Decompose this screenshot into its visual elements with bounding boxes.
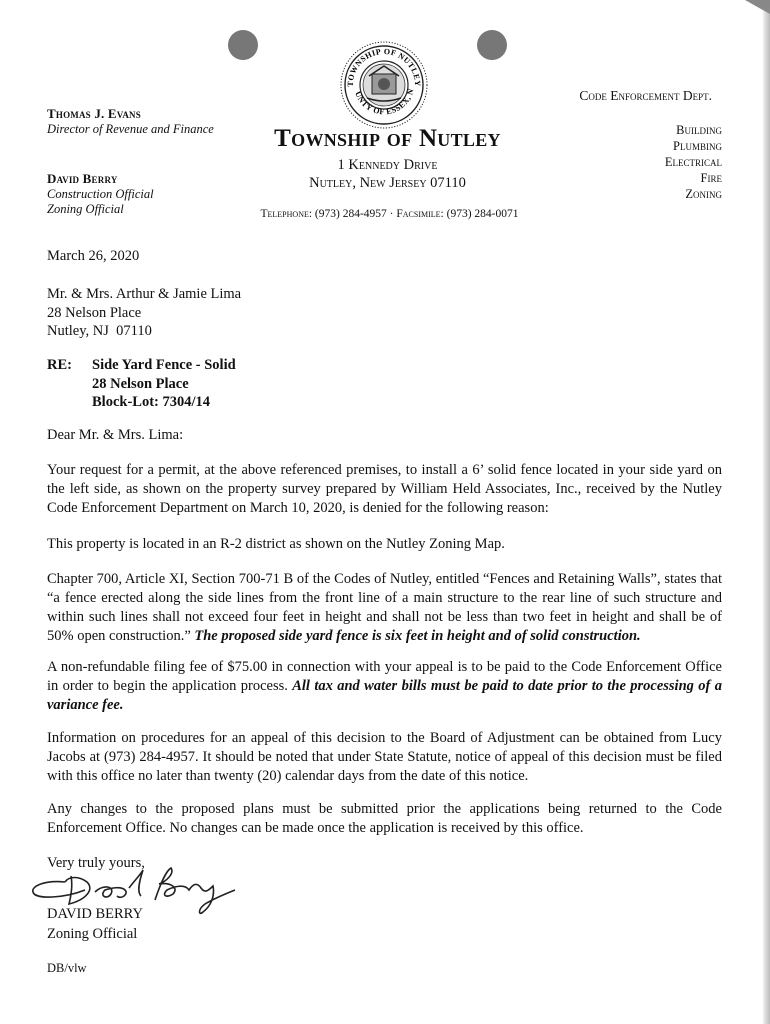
- re-line: 28 Nelson Place: [92, 375, 189, 392]
- closing: Very truly yours,: [47, 855, 145, 871]
- signer-title: Zoning Official: [47, 926, 138, 942]
- recipient-address: [47, 285, 241, 341]
- staff-role: Director of Revenue and Finance: [47, 122, 214, 136]
- paragraph-3: [47, 570, 722, 646]
- corner-fold: [745, 0, 770, 14]
- seal-top-text: TOWNSHIP OF NUTLEY: [345, 46, 423, 87]
- township-title: [250, 125, 525, 153]
- paragraph-4-emphasis: All tax and water bills must be paid to date prior to the processing of a variance fee.: [47, 678, 722, 713]
- division-plumbing: Plumbing: [673, 139, 722, 153]
- recipient-line: 28 Nelson Place: [47, 304, 142, 321]
- paragraph-5: Information on procedures for an appeal of this decision to the Board of Adjustment can be obtained from Lucy Jacobs at (973) 284-4957. It should be noted that under State Statute, notice of appeal of this decision must be filed with this office no later than twenty (20) calendar days from the date of this notice.: [47, 730, 722, 784]
- department-divisions: [560, 122, 722, 202]
- signer-name: DAVID BERRY: [47, 906, 144, 922]
- telephone-line: Telephone: (973) 284-4957 · Facsimile: (973) 284-0071: [260, 208, 519, 220]
- staff-berry: [47, 171, 154, 217]
- re-block: [47, 356, 236, 412]
- paragraph-4: [47, 658, 722, 715]
- division-building: Building: [676, 123, 722, 137]
- division-zoning: Zoning: [685, 187, 722, 201]
- punch-hole-right: [477, 30, 507, 60]
- staff-name: Thomas J. Evans: [47, 106, 141, 121]
- paragraph-3-emphasis: The proposed side yard fence is six feet in height and of solid construction.: [194, 628, 641, 644]
- staff-name: David Berry: [47, 171, 118, 186]
- paragraph-4-text: A non-refundable filing fee of $75.00 in connection with your appeal is to be paid to the Code Enforcement Office in order to begin the application process.: [47, 659, 722, 694]
- recipient-line: Nutley, NJ 07110: [47, 323, 152, 339]
- typist-initials: DB/vlw: [47, 961, 87, 975]
- division-fire: Fire: [700, 171, 722, 185]
- re-line: Side Yard Fence - Solid: [92, 357, 236, 373]
- township-seal: [339, 40, 429, 130]
- seal-bottom-text: UNTY OF ESSEX, N: [353, 87, 416, 117]
- address-line2: Nutley, New Jersey 07110: [309, 175, 466, 191]
- salutation: Dear Mr. & Mrs. Lima:: [47, 427, 184, 443]
- department-name: Code Enforcement Dept.: [579, 88, 712, 103]
- staff-role: Zoning Official: [47, 202, 124, 216]
- recipient-line: Mr. & Mrs. Arthur & Jamie Lima: [47, 286, 242, 302]
- punch-hole-left: [228, 30, 258, 60]
- staff-evans: [47, 106, 214, 137]
- page-title: Township of Nutley: [274, 125, 501, 152]
- paragraph-2: This property is located in an R-2 district as shown on the Nutley Zoning Map.: [47, 536, 505, 552]
- letter-date: March 26, 2020: [47, 248, 140, 264]
- paragraph-6: Any changes to the proposed plans must be submitted prior the applications being returned to the Code Enforcement Office. No changes can be made once the application is received by this office.: [47, 801, 722, 836]
- re-line: Block-Lot: 7304/14: [92, 394, 211, 410]
- paragraph-3-text: Chapter 700, Article XI, Section 700-71 B of the Codes of Nutley, entitled “Fences and Retaining Walls”, states that “a fence erected along the side lines from the front line of a main structure to the rear line of such structure and within such lines shall not exceed four feet in height and shall not be less than two feet in height and shall be of 50% open construction.”: [47, 571, 722, 644]
- scan-edge: [762, 0, 770, 1024]
- address-line1: 1 Kennedy Drive: [337, 157, 438, 173]
- staff-role: Construction Official: [47, 187, 154, 201]
- re-label: RE:: [47, 357, 72, 373]
- paragraph-1: Your request for a permit, at the above referenced premises, to install a 6’ solid fence located in your side yard on the left side, as shown on the property survey prepared by William Held Associates, Inc., received by the Nutley Code Enforcement Department on March 10, 2020, is denied for the following reason:: [47, 462, 722, 516]
- division-electrical: Electrical: [664, 155, 722, 169]
